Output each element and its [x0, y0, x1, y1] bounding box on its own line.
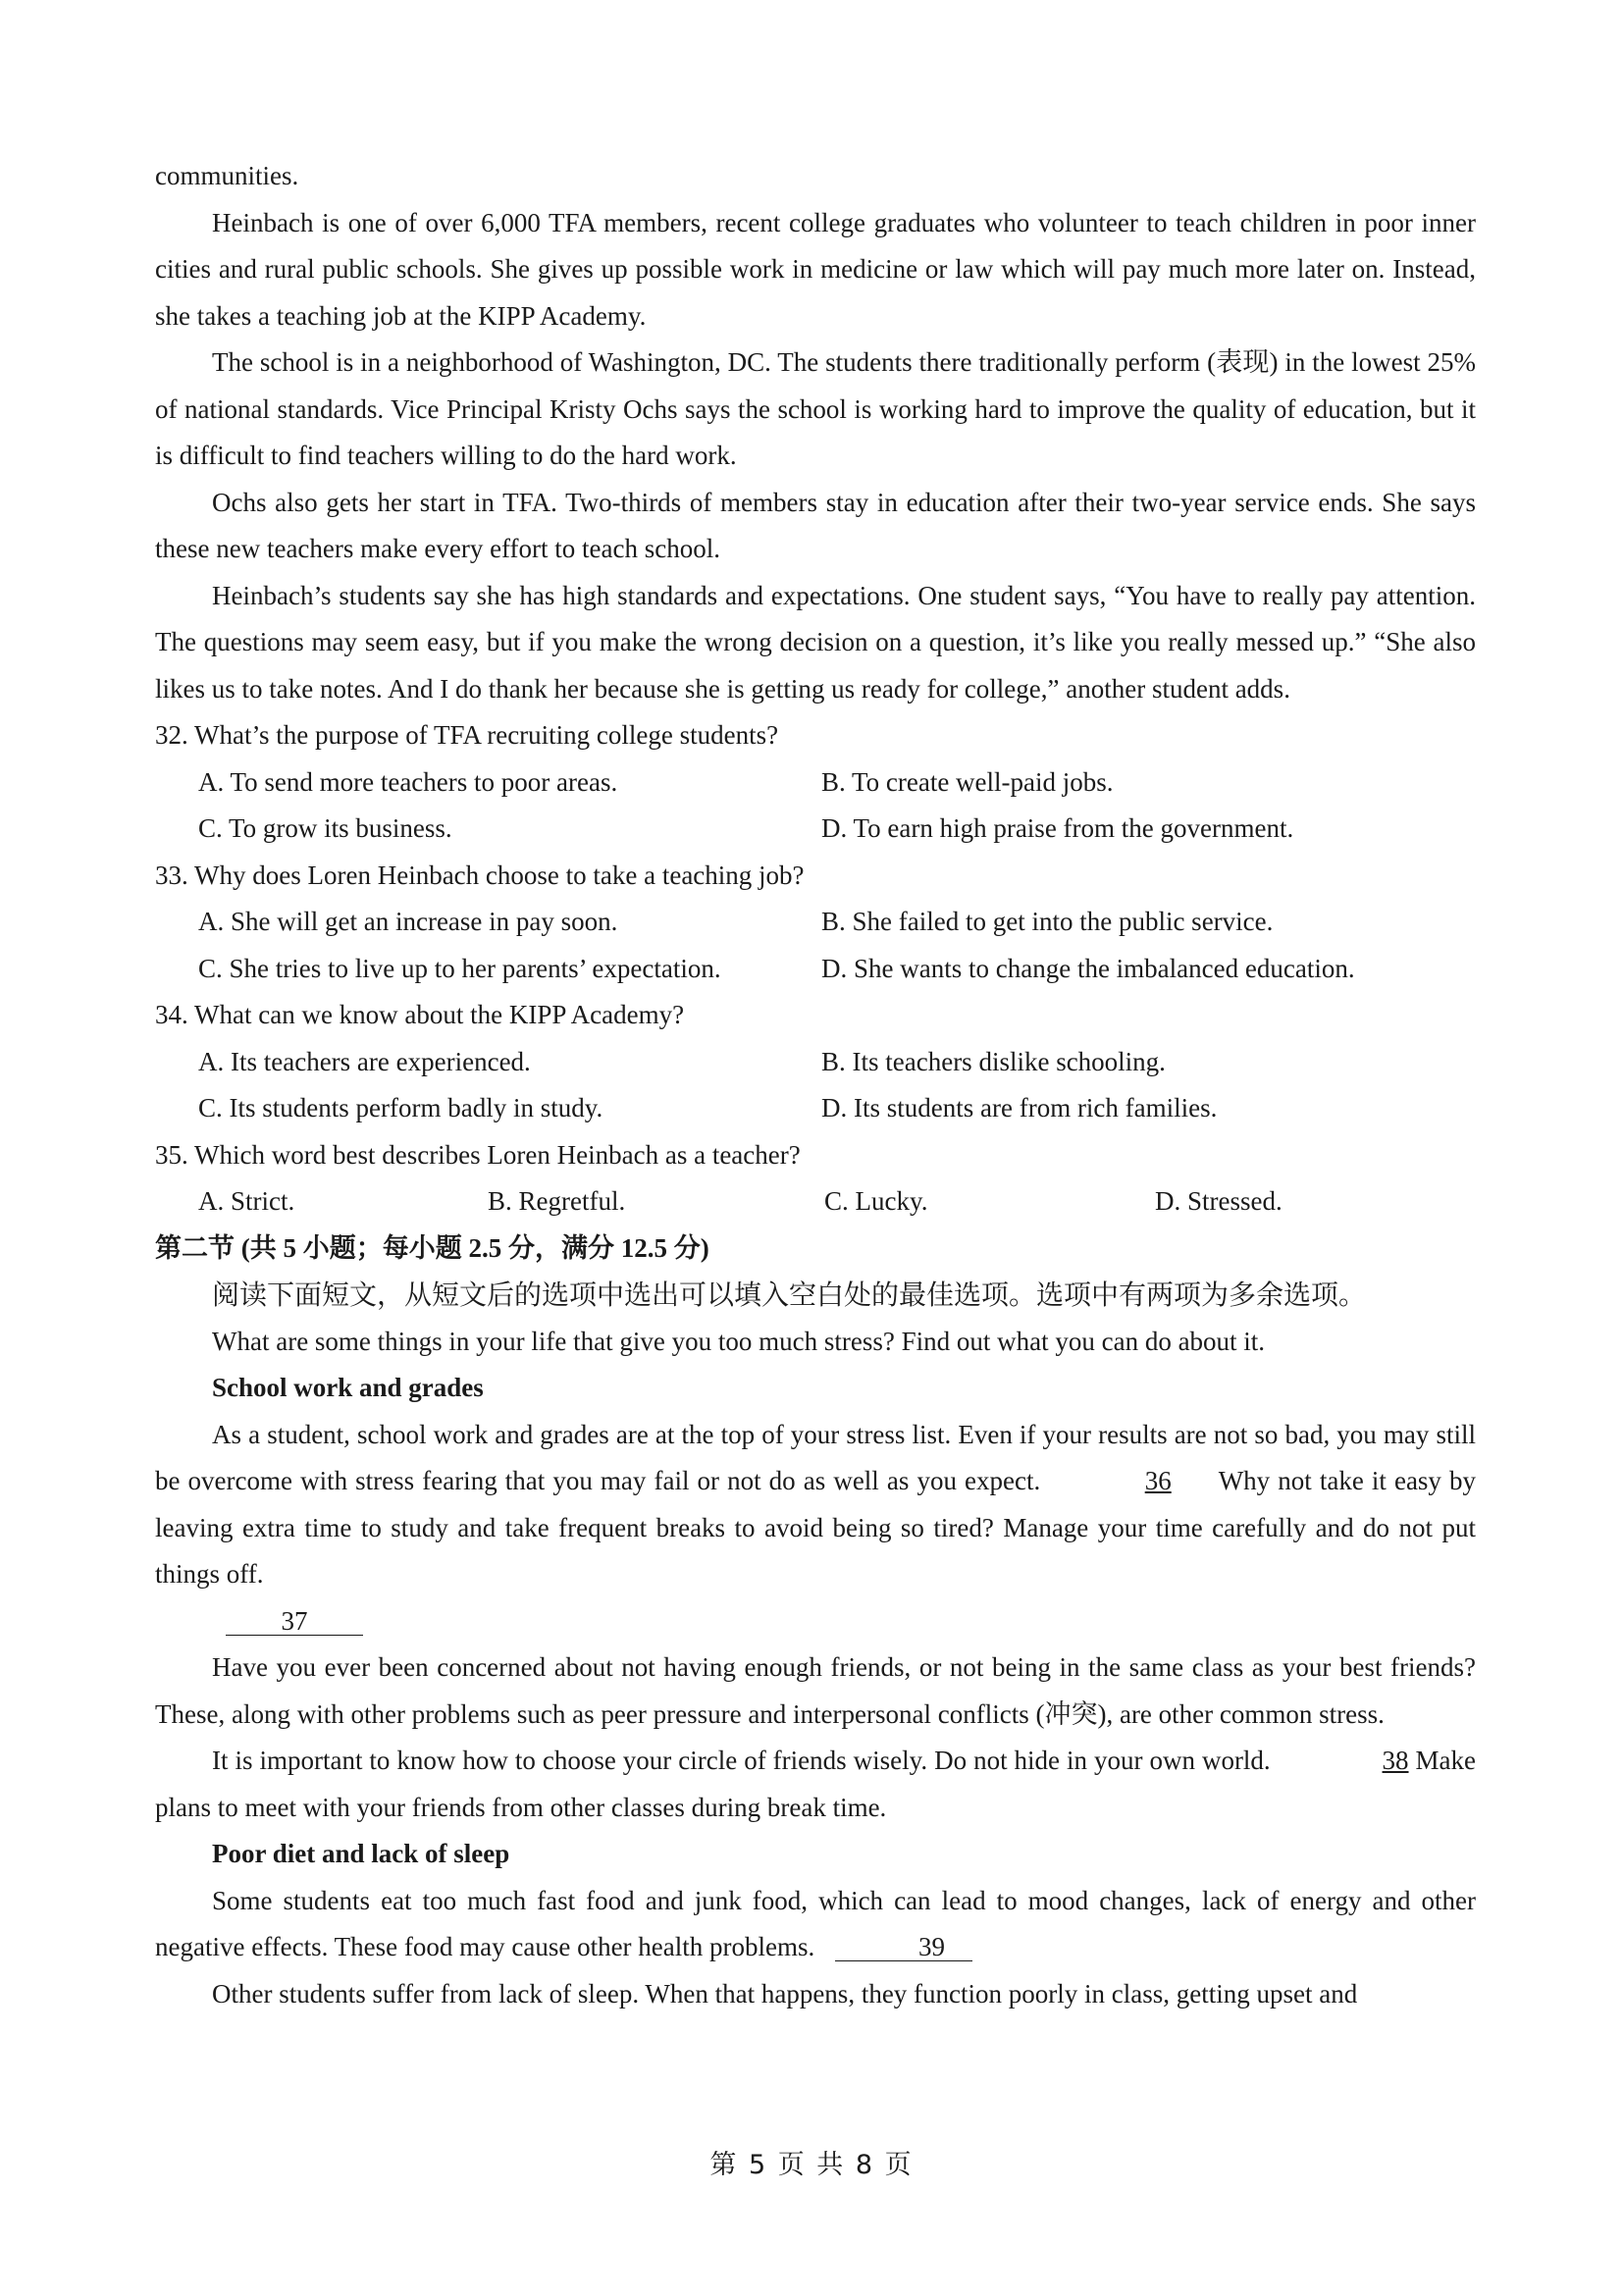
question-34	[155, 992, 1476, 1132]
section-title: 第二节 (共 5 小题；每小题 2.5 分，满分 12.5 分)	[155, 1232, 709, 1263]
passage-paragraph: Heinbach is one of over 6,000 TFA members, recent college graduates who volunteer to teach children in poor inner cities and rural public schools. She gives up possible work in medicine or law which will pay much more later on. Instead, she takes a teaching job at the KIPP Academy.	[155, 207, 1476, 331]
passage-paragraph: Ochs also gets her start in TFA. Two-thirds of members stay in education after their two-year service ends. She says these new teachers make every effort to teach school.	[155, 487, 1476, 563]
passage-paragraph: The school is in a neighborhood of Washington, DC. The students there traditionally perform (表现) in the lowest 25% of national standards. Vice Principal Kristy Ochs says the school is working hard to improve the quality of education, but it is difficult to find teachers willing to do the hard work.	[155, 347, 1476, 470]
passage-paragraph	[155, 1738, 1476, 1831]
blank-37[interactable]: 37	[226, 1607, 363, 1636]
option-c: C. To grow its business.	[198, 813, 452, 843]
blank-36[interactable]: 36	[1144, 1466, 1172, 1495]
passage-paragraph	[155, 1412, 1476, 1598]
question-stem: 34. What can we know about the KIPP Academy?	[155, 1000, 685, 1029]
question-stem: 35. Which word best describes Loren Heinbach as a teacher?	[155, 1139, 801, 1170]
question-33	[155, 853, 1476, 993]
passage-paragraph: Have you ever been concerned about not having enough friends, or not being in the same class as your best friends? These, along with other problems such as peer pressure and interpersonal conflicts (冲突), are other common stress.	[155, 1652, 1476, 1729]
option-b: B. Its teachers dislike schooling.	[821, 1046, 1166, 1076]
paragraph-text: Why not take it easy by leaving extra time to study and take frequent breaks to avoid being so tired? Manage your time carefully and do not put things off.	[155, 1466, 1477, 1589]
option-d: D. She wants to change the imbalanced education.	[821, 953, 1355, 983]
option-d: D. To earn high praise from the government.	[821, 813, 1294, 843]
option-a: A. To send more teachers to poor areas.	[198, 766, 618, 797]
question-stem: 32. What’s the purpose of TFA recruiting college students?	[155, 720, 779, 750]
paragraph-text: It is important to know how to choose your circle of friends wisely. Do not hide in your own world.	[212, 1746, 1271, 1775]
document-page	[155, 153, 1476, 2017]
option-d: D. Its students are from rich families.	[821, 1093, 1218, 1122]
subheading-diet-sleep: Poor diet and lack of sleep	[212, 1839, 510, 1868]
paragraph-text: Make plans to meet with your friends from other classes during break time.	[155, 1746, 1476, 1822]
option-d: D. Stressed.	[1155, 1186, 1283, 1216]
blank-37-line	[155, 1598, 1476, 1645]
option-b: B. To create well-paid jobs.	[821, 766, 1114, 797]
option-c: C. Its students perform badly in study.	[198, 1093, 603, 1122]
option-a: A. Its teachers are experienced.	[198, 1046, 531, 1076]
option-a: A. She will get an increase in pay soon.	[198, 907, 618, 936]
question-stem: 33. Why does Loren Heinbach choose to take a teaching job?	[155, 860, 805, 890]
passage-paragraph	[155, 1878, 1476, 1971]
option-c: C. Lucky.	[824, 1186, 928, 1216]
passage-intro: What are some things in your life that give you too much stress? Find out what you can do about it.	[212, 1326, 1266, 1356]
blank-39[interactable]: 39	[835, 1933, 972, 1961]
option-c: C. She tries to live up to her parents’ expectation.	[198, 953, 721, 983]
passage-paragraph: Other students suffer from lack of sleep. When that happens, they function poorly in class, getting upset and	[212, 1978, 1358, 2009]
subheading-school-work: School work and grades	[212, 1373, 484, 1402]
paragraph-text: As a student, school work and grades are at the top of your stress list. Even if your results are not so bad, you may still be overcome with stress fearing that you may fail or not do as well as you expect.	[155, 1419, 1476, 1495]
option-b: B. She failed to get into the public service.	[821, 907, 1274, 936]
page-number: 第 5 页 共 8 页	[709, 2150, 914, 2180]
option-a: A. Strict.	[198, 1186, 295, 1216]
paragraph-text: Some students eat too much fast food and junk food, which can lead to mood changes, lack of energy and other negative effects. These food may cause other health problems.	[155, 1885, 1476, 1961]
question-32	[155, 712, 1476, 853]
question-35	[155, 1132, 1476, 1226]
section-instruction: 阅读下面短文，从短文后的选项中选出可以填入空白处的最佳选项。选项中有两项为多余选项。	[212, 1278, 1367, 1311]
passage-paragraph: communities.	[155, 161, 299, 190]
passage-paragraph: Heinbach’s students say she has high standards and expectations. One student says, “You have to really pay attention. The questions may seem easy, but if you make the wrong decision on a question, it’s like you really messed up.” “She also likes us to take notes. And I do thank her because she is getting us ready for college,” another student adds.	[155, 580, 1476, 704]
blank-38[interactable]: 38	[1382, 1746, 1409, 1775]
option-b: B. Regretful.	[488, 1186, 626, 1216]
